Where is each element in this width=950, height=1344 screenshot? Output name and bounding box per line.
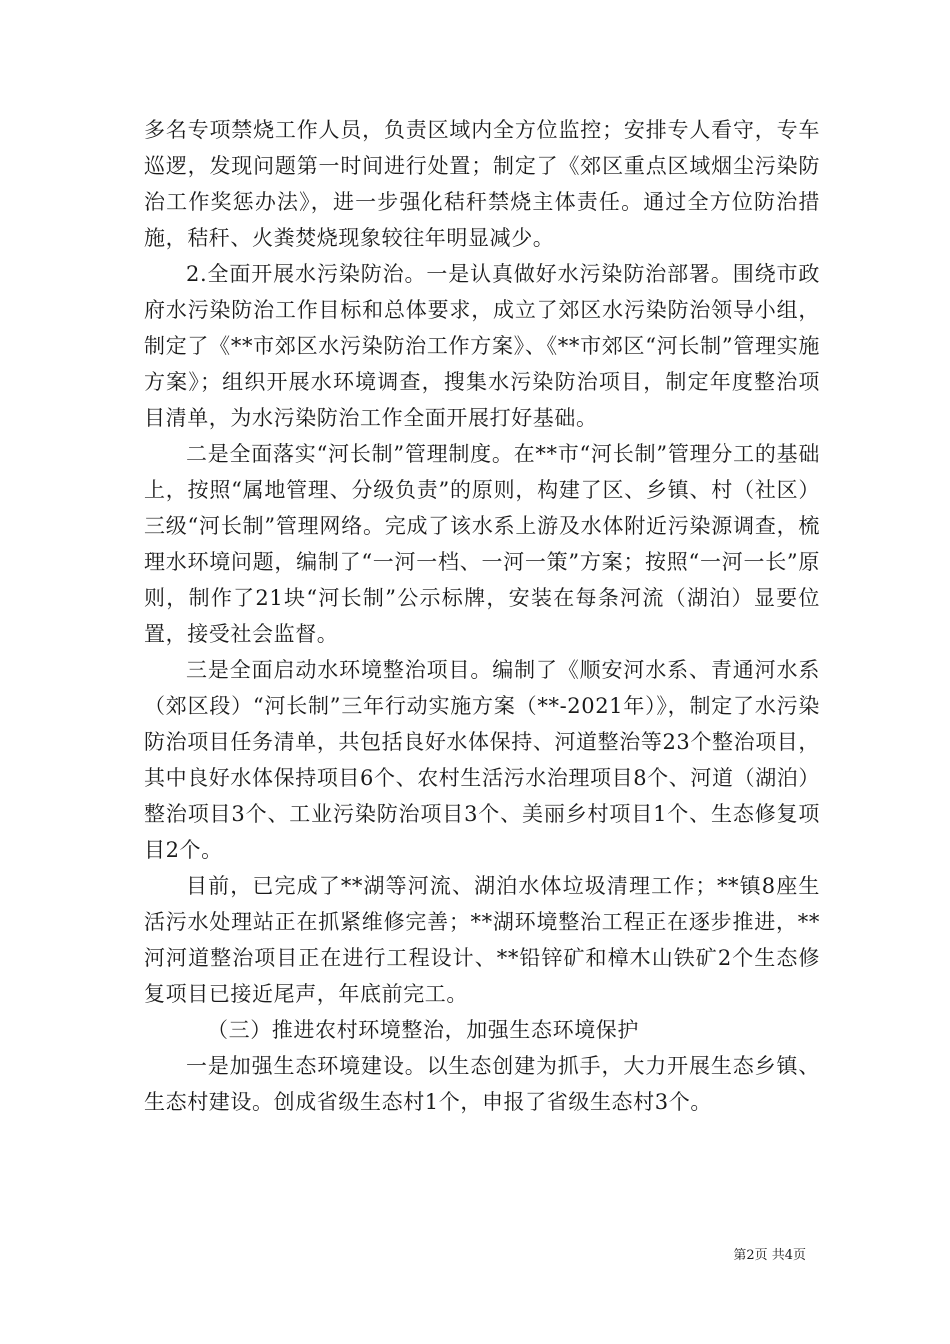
document-body — [144, 112, 820, 1120]
paragraph-water-pollution: 2.全面开展水污染防治。一是认真做好水污染防治部署。围绕市政府水污染防治工作目标和总体要求，成立了郊区水污染防治领导小组，制定了《**市郊区水污染防治工作方案》、《**市郊区“河长制”管理实施方案》；组织开展水环境调查，搜集水污染防治项目，制定年度整治项目清单，为水污染防治工作全面开展打好基础。 — [144, 262, 820, 430]
paragraph-projects: 三是全面启动水环境整治项目。编制了《顺安河水系、青通河水系（郊区段）“河长制”三年行动实施方案（**-2021年）》，制定了水污染防治项目任务清单，共包括良好水体保持、河道整治等23个整治项目，其中良好水体保持项目6个、农村生活污水治理项目8个、河道（湖泊）整治项目3个、工业污染防治项目3个、美丽乡村项目1个、生态修复项目2个。 — [144, 658, 820, 862]
paragraph-river-chief: 二是全面落实“河长制”管理制度。在**市“河长制”管理分工的基础上，按照“属地管理、分级负责”的原则，构建了区、乡镇、村（社区）三级“河长制”管理网络。完成了该水系上游及水体附近污染源调查，梳理水环境问题，编制了“一河一档、一河一策”方案；按照“一河一长”原则，制作了21块“河长制”公示标牌，安装在每条河流（湖泊）显要位置，接受社会监督。 — [144, 442, 820, 646]
paragraph-progress: 目前，已完成了**湖等河流、湖泊水体垃圾清理工作；**镇8座生活污水处理站正在抓紧维修完善；**湖环境整治工程正在逐步推进，**河河道整治项目正在进行工程设计、**铅锌矿和樟木山铁矿2个生态修复项目已接近尾声，年底前完工。 — [144, 874, 820, 1006]
paragraph-continuation: 多名专项禁烧工作人员，负责区域内全方位监控；安排专人看守，专车巡逻，发现问题第一时间进行处置；制定了《郊区重点区域烟尘污染防治工作奖惩办法》，进一步强化秸秆禁烧主体责任。通过全方位防治措施，秸秆、火粪焚烧现象较往年明显减少。 — [144, 118, 820, 250]
section-heading: （三）推进农村环境整治，加强生态环境保护 — [207, 1018, 639, 1042]
paragraph-ecology: 一是加强生态环境建设。以生态创建为抓手，大力开展生态乡镇、生态村建设。创成省级生态村1个，申报了省级生态村3个。 — [144, 1054, 820, 1114]
page-number: 第2页 共4页 — [733, 1248, 806, 1263]
